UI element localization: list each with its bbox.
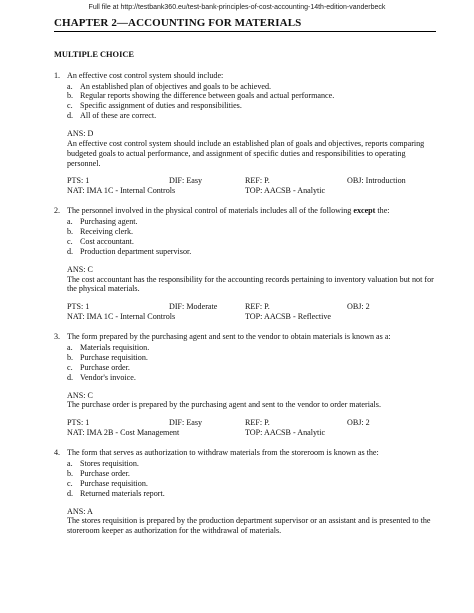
choice-letter: a. bbox=[67, 343, 73, 353]
choice-item bbox=[67, 217, 436, 227]
nat-standard: NAT: IMA 1C - Internal Controls bbox=[67, 312, 176, 322]
answer-key: ANS: A bbox=[67, 506, 93, 516]
question-3 bbox=[54, 332, 436, 438]
page-reference: REF: P. bbox=[245, 418, 270, 428]
choice-list bbox=[67, 459, 436, 498]
choice-item bbox=[67, 91, 436, 101]
choice-item bbox=[67, 459, 436, 469]
choice-letter: b. bbox=[67, 91, 74, 101]
choice-item bbox=[67, 489, 436, 499]
choice-text: Returned materials report. bbox=[80, 488, 165, 498]
choice-text: Receiving clerk. bbox=[80, 227, 134, 237]
source-url-line: Full file at http://testbank360.eu/test-bank-principles-of-cost-accounting-14th-edition-vanderbeck bbox=[88, 4, 386, 11]
page-reference: REF: P. bbox=[245, 302, 270, 312]
choice-letter: a. bbox=[67, 459, 73, 469]
choice-item bbox=[67, 227, 436, 237]
difficulty: DIF: Easy bbox=[169, 418, 203, 428]
question-number: 4. bbox=[54, 448, 61, 458]
stem-text-end: the: bbox=[375, 206, 390, 216]
topic-standard: TOP: AACSB - Analytic bbox=[245, 186, 326, 196]
choice-letter: b. bbox=[67, 469, 74, 478]
points: PTS: 1 bbox=[67, 418, 90, 428]
section-title: MULTIPLE CHOICE bbox=[54, 50, 134, 60]
stem-text: The personnel involved in the physical control of materials includes all of the following bbox=[67, 206, 354, 216]
objective: OBJ: Introduction bbox=[347, 176, 406, 186]
points: PTS: 1 bbox=[67, 302, 90, 312]
chapter-title: CHAPTER 2—ACCOUNTING FOR MATERIALS bbox=[54, 17, 436, 32]
answer-key: ANS: D bbox=[67, 128, 94, 138]
question-metadata bbox=[67, 176, 436, 196]
choice-item bbox=[67, 111, 436, 121]
answer-explanation: An effective cost control system should include an established plan of goals and objectives, reports comparing budgeted goals to actual performance, and assignment of specific duties and responsibilities to operating personnel. bbox=[67, 138, 425, 168]
choice-letter: b. bbox=[67, 352, 74, 362]
emphasis-keyword: except bbox=[353, 206, 376, 216]
answer-explanation: The cost accountant has the responsibility for the accounting records pertaining to inventory valuation but not for the physical materials. bbox=[67, 274, 434, 294]
choice-letter: c. bbox=[67, 101, 73, 111]
answer-explanation: The purchase order is prepared by the purchasing agent and sent to the vendor to order materials. bbox=[67, 400, 381, 410]
choice-text: Vendor's invoice. bbox=[80, 372, 136, 382]
choice-item bbox=[67, 101, 436, 111]
choice-letter: d. bbox=[67, 111, 74, 121]
question-number: 2. bbox=[54, 206, 61, 216]
choice-item bbox=[67, 82, 436, 92]
question-number: 3. bbox=[54, 332, 61, 342]
choice-text: Materials requisition. bbox=[80, 343, 150, 353]
question-stem: The form that serves as authorization to withdraw materials from the storeroom is known as the: bbox=[67, 448, 379, 458]
choice-letter: b. bbox=[67, 227, 74, 237]
answer-key: ANS: C bbox=[67, 390, 93, 400]
choice-item bbox=[67, 353, 436, 363]
choice-letter: a. bbox=[67, 217, 73, 227]
choice-list bbox=[67, 217, 436, 256]
choice-text: Production department supervisor. bbox=[80, 246, 192, 256]
choice-letter: c. bbox=[67, 362, 73, 372]
choice-letter: d. bbox=[67, 372, 74, 382]
choice-text: All of these are correct. bbox=[80, 111, 157, 121]
choice-text: Regular reports showing the difference between goals and actual performance. bbox=[80, 91, 335, 101]
choice-item bbox=[67, 247, 436, 257]
difficulty: DIF: Easy bbox=[169, 176, 203, 186]
answer-explanation: The stores requisition is prepared by the production department supervisor or an assistant and is presented to the storeroom keeper as authorization for the withdrawal of materials. bbox=[67, 516, 431, 536]
difficulty: DIF: Moderate bbox=[169, 302, 218, 312]
answer-key: ANS: C bbox=[67, 264, 93, 274]
choice-text: Purchase order. bbox=[80, 469, 130, 478]
topic-standard: TOP: AACSB - Analytic bbox=[245, 428, 326, 438]
choice-letter: c. bbox=[67, 236, 73, 246]
choice-text: Cost accountant. bbox=[80, 236, 134, 246]
document-body bbox=[54, 17, 436, 536]
points: PTS: 1 bbox=[67, 176, 90, 186]
choice-text: Stores requisition. bbox=[80, 459, 139, 469]
question-number: 1. bbox=[54, 70, 61, 80]
question-stem: The form prepared by the purchasing agent and sent to the vendor to obtain materials is known as a: bbox=[67, 332, 391, 342]
objective: OBJ: 2 bbox=[347, 418, 370, 428]
choice-list bbox=[67, 82, 436, 121]
question-1 bbox=[54, 71, 436, 197]
choice-text: Purchase requisition. bbox=[80, 478, 148, 488]
choice-item bbox=[67, 373, 436, 383]
objective: OBJ: 2 bbox=[347, 302, 370, 312]
question-4 bbox=[54, 448, 436, 536]
choice-text: Specific assignment of duties and responsibilities. bbox=[80, 101, 242, 111]
question-metadata bbox=[67, 418, 436, 438]
choice-list bbox=[67, 343, 436, 382]
choice-item bbox=[67, 469, 436, 479]
choice-text: Purchasing agent. bbox=[80, 217, 138, 227]
choice-item bbox=[67, 343, 436, 353]
choice-item bbox=[67, 237, 436, 247]
nat-standard: NAT: IMA 2B - Cost Management bbox=[67, 428, 180, 438]
nat-standard: NAT: IMA 1C - Internal Controls bbox=[67, 186, 176, 196]
question-2 bbox=[54, 206, 436, 322]
choice-letter: c. bbox=[67, 478, 73, 488]
question-stem: An effective cost control system should include: bbox=[67, 70, 224, 80]
choice-text: Purchase requisition. bbox=[80, 352, 148, 362]
choice-letter: d. bbox=[67, 488, 74, 498]
choice-text: An established plan of objectives and goals to be achieved. bbox=[80, 81, 272, 91]
choice-item bbox=[67, 479, 436, 489]
topic-standard: TOP: AACSB - Reflective bbox=[245, 312, 331, 322]
choice-text: Purchase order. bbox=[80, 362, 130, 372]
page-reference: REF: P. bbox=[245, 176, 270, 186]
choice-letter: a. bbox=[67, 81, 73, 91]
choice-letter: d. bbox=[67, 246, 74, 256]
question-metadata bbox=[67, 302, 436, 322]
choice-item bbox=[67, 363, 436, 373]
question-stem bbox=[67, 206, 436, 216]
